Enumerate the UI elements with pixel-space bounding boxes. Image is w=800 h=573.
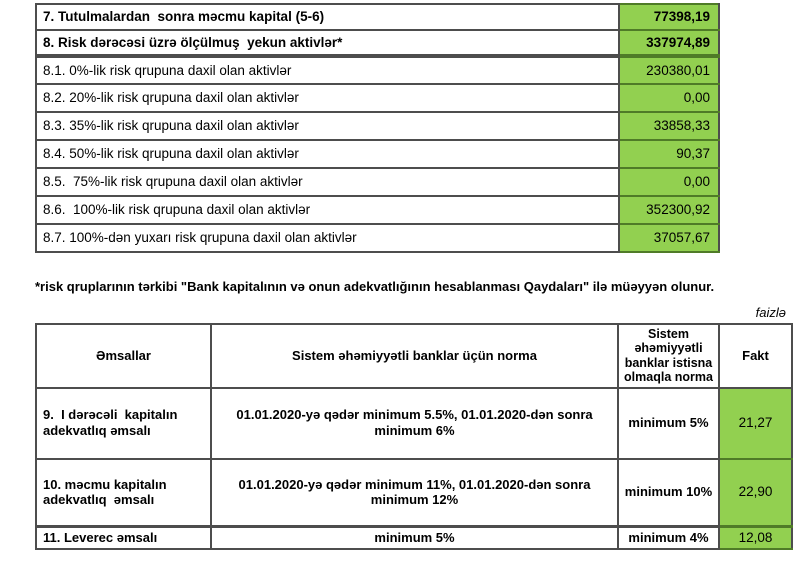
table-row [36,30,719,56]
table-row [36,4,719,30]
row-value: 0,00 [619,168,719,196]
row-value: 33858,33 [619,112,719,140]
non-sib-norm-value: minimum 5% [618,388,719,459]
ratio-name: 10. məcmu kapitalın adekvatlıq əmsalı [36,459,211,527]
non-sib-norm-value: minimum 4% [618,527,719,550]
row-label: 8.1. 0%-lik risk qrupuna daxil olan aktivlər [36,56,619,84]
row-value: 77398,19 [619,4,719,30]
table-row [36,56,719,84]
fact-value: 12,08 [719,527,792,550]
header-sib-norm: Sistem əhəmiyyətli banklar üçün norma [211,324,618,388]
table-row [36,140,719,168]
capital-ratios-table [35,323,793,550]
header-non-sib-norm: Sistem əhəmiyyətli banklar istisna olmaqla norma [618,324,719,388]
ratio-name: 11. Leverec əmsalı [36,527,211,550]
non-sib-norm-value: minimum 10% [618,459,719,527]
fact-value: 22,90 [719,459,792,527]
row-label: 8.7. 100%-dən yuxarı risk qrupuna daxil olan aktivlər [36,224,619,252]
row-label: 7. Tutulmalardan sonra məcmu kapital (5-6) [36,4,619,30]
table-header-row [36,324,792,388]
row-label: 8.2. 20%-lik risk qrupuna daxil olan aktivlər [36,84,619,112]
row-value: 230380,01 [619,56,719,84]
table-row [36,84,719,112]
sib-norm-value: minimum 5% [211,527,618,550]
row-label: 8.5. 75%-lik risk qrupuna daxil olan aktivlər [36,168,619,196]
row-label: 8.4. 50%-lik risk qrupuna daxil olan aktivlər [36,140,619,168]
table-row [36,168,719,196]
table-row [36,388,792,459]
row-label: 8. Risk dərəcəsi üzrə ölçülmuş yekun aktivlər* [36,30,619,56]
header-fact: Fakt [719,324,792,388]
footnote-text: *risk qruplarının tərkibi "Bank kapitalının və onun adekvatlığının hesablanması Qaydaları" ilə müəyyən olunur. [35,279,715,294]
row-value: 0,00 [619,84,719,112]
unit-label: faizlə [755,305,786,320]
row-label: 8.6. 100%-lik risk qrupuna daxil olan aktivlər [36,196,619,224]
row-value: 352300,92 [619,196,719,224]
table-row [36,459,792,527]
table-row [36,196,719,224]
header-coefficients: Əmsallar [36,324,211,388]
ratio-name: 9. I dərəcəli kapitalın adekvatlıq əmsalı [36,388,211,459]
row-value: 337974,89 [619,30,719,56]
row-value: 37057,67 [619,224,719,252]
capital-components-table [35,3,720,253]
row-value: 90,37 [619,140,719,168]
table-row [36,527,792,550]
table-row [36,224,719,252]
fact-value: 21,27 [719,388,792,459]
table-row [36,112,719,140]
sib-norm-value: 01.01.2020-yə qədər minimum 5.5%, 01.01.2020-dən sonra minimum 6% [211,388,618,459]
sib-norm-value: 01.01.2020-yə qədər minimum 11%, 01.01.2020-dən sonra minimum 12% [211,459,618,527]
row-label: 8.3. 35%-lik risk qrupuna daxil olan aktivlər [36,112,619,140]
